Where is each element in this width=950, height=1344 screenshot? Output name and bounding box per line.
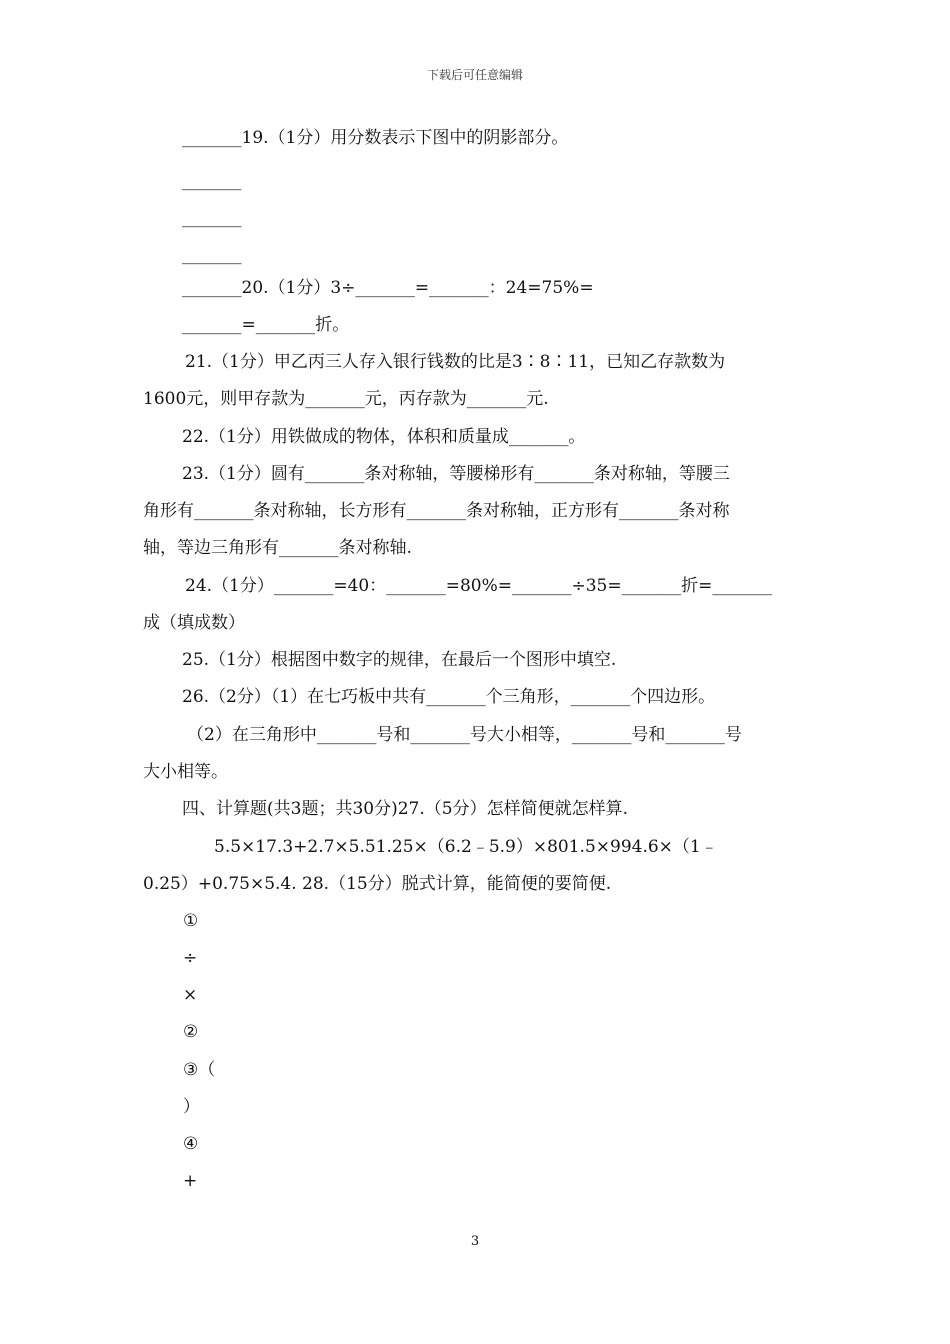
question-20: _______20.（1分）3÷_______=_______：24=75%= <box>182 278 594 298</box>
question-26: 26.（2分）（1）在七巧板中共有_______个三角形，_______个四边形。 <box>182 687 716 707</box>
item-marker-4: ④ <box>183 1134 199 1154</box>
question-26-part2: （2）在三角形中_______号和_______号大小相等，_______号和_______号 <box>187 725 742 745</box>
question-19: _______19.（1分）用分数表示下图中的阴影部分。 <box>182 128 569 148</box>
plus-sign: + <box>183 1171 198 1191</box>
answer-blank: _______ <box>182 208 242 228</box>
answer-blank: _______ <box>182 245 242 265</box>
question-21: 21.（1分）甲乙丙三人存入银行钱数的比是3∶8∶11，已知乙存款数为 <box>185 352 726 372</box>
divide-sign: ÷ <box>183 948 198 968</box>
page-number: 3 <box>470 1234 480 1249</box>
question-26-end: 大小相等。 <box>143 762 228 782</box>
question-24-cont: 成（填成数） <box>143 613 245 633</box>
question-28: 0.25）+0.75×5.4. 28.（15分）脱式计算，能简便的要简便. <box>143 874 612 894</box>
question-22: 22.（1分）用铁做成的物体，体积和质量成_______。 <box>182 427 586 447</box>
answer-blank: _______ <box>182 171 242 191</box>
multiply-sign: × <box>183 985 198 1005</box>
question-23-cont: 角形有_______条对称轴，长方形有_______条对称轴，正方形有_______条对称 <box>143 501 730 521</box>
question-20-cont: _______=_______折。 <box>182 315 350 335</box>
question-23: 23.（1分）圆有_______条对称轴，等腰梯形有_______条对称轴，等腰三 <box>182 464 730 484</box>
question-21-cont: 1600元，则甲存款为_______元，丙存款为_______元. <box>143 389 549 409</box>
question-27-expressions: 5.5×17.3+2.7×5.51.25×（6.2﹣5.9）×801.5×994.6×（1﹣ <box>214 837 718 857</box>
question-23-end: 轴，等边三角形有_______条对称轴. <box>143 538 412 558</box>
question-24: 24.（1分）_______=40：_______=80%=_______÷35=_______折=_______ <box>185 576 772 596</box>
question-25: 25.（1分）根据图中数字的规律，在最后一个图形中填空. <box>182 650 617 670</box>
item-marker-1: ① <box>183 911 199 931</box>
item-marker-3: ③（ <box>183 1060 216 1080</box>
page-header: 下载后可任意编辑 <box>426 68 523 82</box>
item-marker-2: ② <box>183 1022 199 1042</box>
close-paren: ） <box>183 1097 200 1117</box>
section-4-title: 四、计算题(共3题；共30分)27.（5分）怎样简便就怎样算. <box>182 799 628 819</box>
